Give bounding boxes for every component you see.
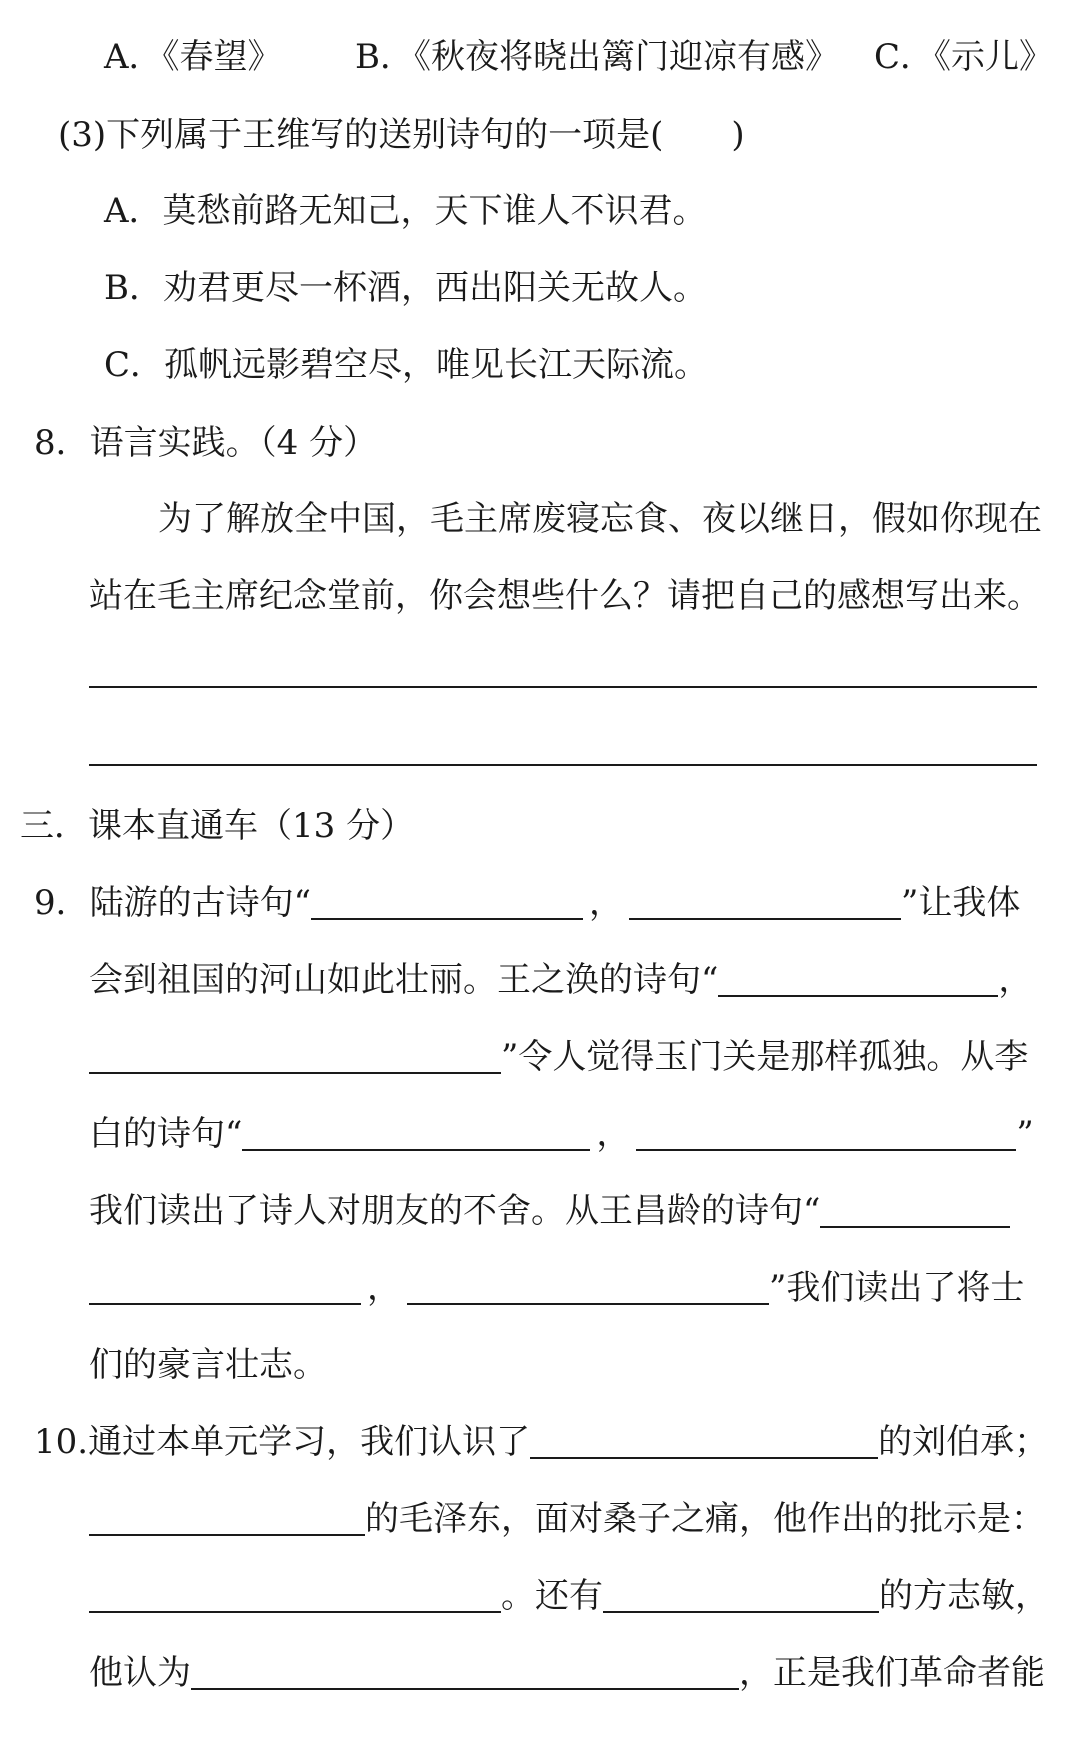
q8-answer-line-1[interactable] bbox=[89, 686, 1037, 688]
q9-l4-prefix: 白的诗句“ bbox=[89, 1114, 243, 1154]
q9-blank-7a[interactable] bbox=[820, 1194, 1010, 1228]
q9-line-6 bbox=[89, 1265, 1025, 1308]
q10-blank-1[interactable] bbox=[530, 1425, 878, 1459]
q9-blank-2[interactable] bbox=[629, 886, 901, 920]
q7-option-b: B．《秋夜将晓出篱门迎凉有感》 bbox=[355, 37, 839, 77]
q10-blank-5[interactable] bbox=[191, 1656, 739, 1690]
q9-l6-suffix: ”我们读出了将士 bbox=[769, 1268, 1025, 1308]
q7-options-row-b bbox=[355, 34, 839, 77]
q10-blank-3[interactable] bbox=[89, 1579, 501, 1613]
q9-l2-end: ， bbox=[998, 960, 1033, 1000]
q9-blank-6[interactable] bbox=[636, 1117, 1016, 1151]
q9-l1-suffix: ”让我体 bbox=[901, 883, 1021, 923]
q9-blank-3[interactable] bbox=[718, 963, 998, 997]
q7-3-option-c-text: C．孤帆远影碧空尽，唯见长江天际流。 bbox=[104, 345, 709, 385]
q10-blank-2[interactable] bbox=[89, 1502, 365, 1536]
q9-comma-3: ， bbox=[367, 1268, 401, 1308]
q9-line-4 bbox=[89, 1111, 1034, 1154]
q9-line-3 bbox=[89, 1034, 1029, 1077]
q7-3-option-c bbox=[104, 342, 709, 385]
q9-blank-7b[interactable] bbox=[89, 1271, 361, 1305]
q10-blank-4[interactable] bbox=[603, 1579, 879, 1613]
q8-body-line-1 bbox=[158, 496, 1042, 539]
q7-3-stem bbox=[58, 112, 745, 155]
q7-options-row bbox=[104, 34, 282, 77]
q7-3-option-b bbox=[104, 265, 707, 308]
q10-l1-prefix: 10.通过本单元学习，我们认识了 bbox=[34, 1422, 531, 1462]
q8-body-line-2 bbox=[89, 573, 1041, 616]
q7-3-stem-text: (3)下列属于王维写的送别诗句的一项是( ) bbox=[58, 115, 745, 155]
q9-l7-text: 们的豪言壮志。 bbox=[89, 1345, 327, 1385]
q10-l4-suffix: ，正是我们革命者能 bbox=[739, 1653, 1045, 1693]
q9-l3-suffix: ”令人觉得玉门关是那样孤独。从李 bbox=[501, 1037, 1029, 1077]
q10-line-1 bbox=[34, 1419, 1049, 1462]
q9-blank-8[interactable] bbox=[407, 1271, 769, 1305]
q10-line-3 bbox=[89, 1573, 1049, 1616]
section-3-title bbox=[20, 803, 415, 846]
q10-l3-mid: 。还有 bbox=[501, 1576, 603, 1616]
q8-body-line-1-text: 为了解放全中国，毛主席废寝忘食、夜以继日，假如你现在 bbox=[158, 499, 1042, 539]
q8-title-text: 8．语言实践。（4 分） bbox=[34, 423, 378, 463]
q9-line-7 bbox=[89, 1342, 327, 1385]
q7-3-option-a-text: A．莫愁前路无知己，天下谁人不识君。 bbox=[104, 191, 707, 231]
q7-option-a: A．《春望》 bbox=[104, 37, 282, 77]
q8-title bbox=[34, 420, 378, 463]
q9-l2-text: 会到祖国的河山如此壮丽。王之涣的诗句“ bbox=[89, 960, 719, 1000]
q9-blank-5[interactable] bbox=[242, 1117, 590, 1151]
q9-l1-prefix: 9．陆游的古诗句“ bbox=[34, 883, 312, 923]
q10-line-4 bbox=[89, 1650, 1045, 1693]
q9-comma-1: ， bbox=[589, 883, 624, 923]
q7-options-row-c bbox=[874, 34, 1054, 77]
q9-line-2 bbox=[89, 957, 1033, 1000]
q10-l2-suffix: 的毛泽东，面对桑子之痛，他作出的批示是： bbox=[365, 1499, 1045, 1539]
q7-option-c: C．《示儿》 bbox=[874, 37, 1054, 77]
q7-3-option-b-text: B．劝君更尽一杯酒，西出阳关无故人。 bbox=[104, 268, 707, 308]
q8-answer-line-2[interactable] bbox=[89, 764, 1037, 766]
q10-line-2 bbox=[89, 1496, 1045, 1539]
q10-l4-prefix: 他认为 bbox=[89, 1653, 191, 1693]
q9-line-5 bbox=[89, 1188, 1010, 1231]
q7-3-option-a bbox=[104, 188, 707, 231]
q10-l1-suffix: 的刘伯承； bbox=[878, 1422, 1049, 1462]
q9-blank-4[interactable] bbox=[89, 1040, 501, 1074]
q9-blank-1[interactable] bbox=[311, 886, 583, 920]
q9-l5-text: 我们读出了诗人对朋友的不舍。从王昌龄的诗句“ bbox=[89, 1191, 821, 1231]
q8-body-line-2-text: 站在毛主席纪念堂前，你会想些什么？请把自己的感想写出来。 bbox=[89, 576, 1041, 616]
q9-l4-end: ” bbox=[1016, 1114, 1034, 1154]
q10-l3-suffix: 的方志敏， bbox=[879, 1576, 1049, 1616]
section-3-title-text: 三．课本直通车（13 分） bbox=[20, 806, 415, 846]
q9-line-1 bbox=[34, 880, 1021, 923]
q9-comma-2: ， bbox=[596, 1114, 631, 1154]
